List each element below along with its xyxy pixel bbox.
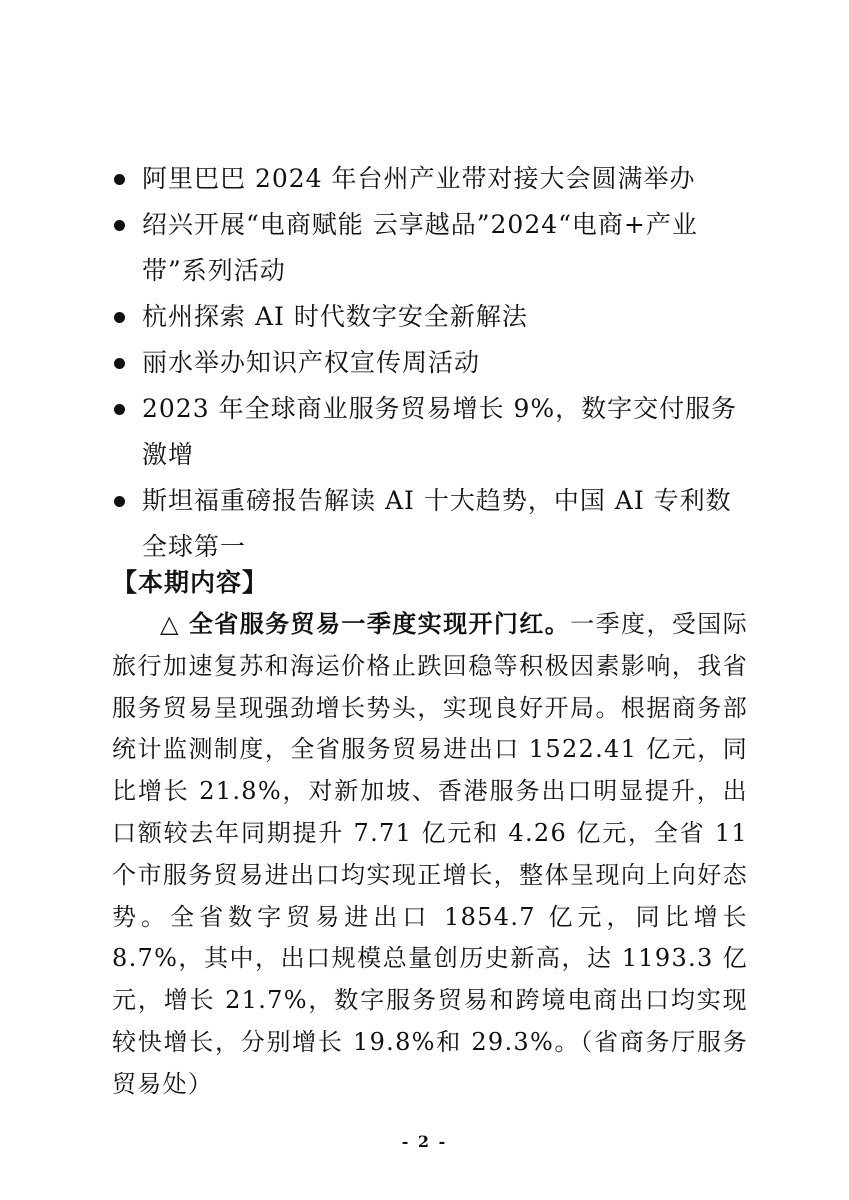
article-lead: 全省服务贸易一季度实现开门红。 (188, 609, 571, 638)
headline-list (112, 156, 752, 570)
section-heading: 【本期内容】 (112, 568, 269, 597)
page-number: - 2 - (401, 1132, 448, 1151)
list-item (112, 294, 752, 340)
bullet-icon (114, 404, 125, 415)
bullet-icon (114, 358, 125, 369)
list-item (112, 386, 752, 478)
headline-text: 阿里巴巴 2024 年台州产业带对接大会圆满举办 (142, 164, 696, 193)
bullet-icon (114, 312, 125, 323)
list-item (112, 340, 752, 386)
bullet-icon (114, 496, 125, 507)
triangle-marker-icon: △ (160, 610, 180, 638)
article-paragraph (112, 603, 748, 1106)
bullet-icon (114, 220, 125, 231)
headline-text: 斯坦福重磅报告解读 AI 十大趋势，中国 AI 专利数全球第一 (142, 486, 732, 561)
list-item (112, 202, 752, 294)
headline-text: 杭州探索 AI 时代数字安全新解法 (142, 302, 528, 331)
headline-text: 绍兴开展“电商赋能 云享越品”2024“电商+产业带”系列活动 (142, 210, 698, 285)
list-item (112, 156, 752, 202)
headline-text: 丽水举办知识产权宣传周活动 (142, 348, 481, 377)
article-body: 一季度，受国际旅行加速复苏和海运价格止跌回稳等积极因素影响，我省服务贸易呈现强劲增长势头，实现良好开局。根据商务部统计监测制度，全省服务贸易进出口 1522.41 亿元，同比增长 21.8%，对新加坡、香港服务出口明显提升，出口额较去年同期提升 7.71 亿元和 4.26 亿元，全省 11 个市服务贸易进出口均实现正增长，整体呈现向上向好态势。全省数字贸易进出口 1854.7 亿元，同比增长 8.7%，其中，出口规模总量创历史新高，达 1193.3 亿元，增长 21.7%，数字服务贸易和跨境电商出口均实现较快增长，分别增长 19.8%和 29.3%。（省商务厅服务贸易处） (112, 610, 748, 1098)
list-item (112, 478, 752, 570)
bullet-icon (114, 174, 125, 185)
headline-text: 2023 年全球商业服务贸易增长 9%，数字交付服务激增 (142, 394, 738, 469)
